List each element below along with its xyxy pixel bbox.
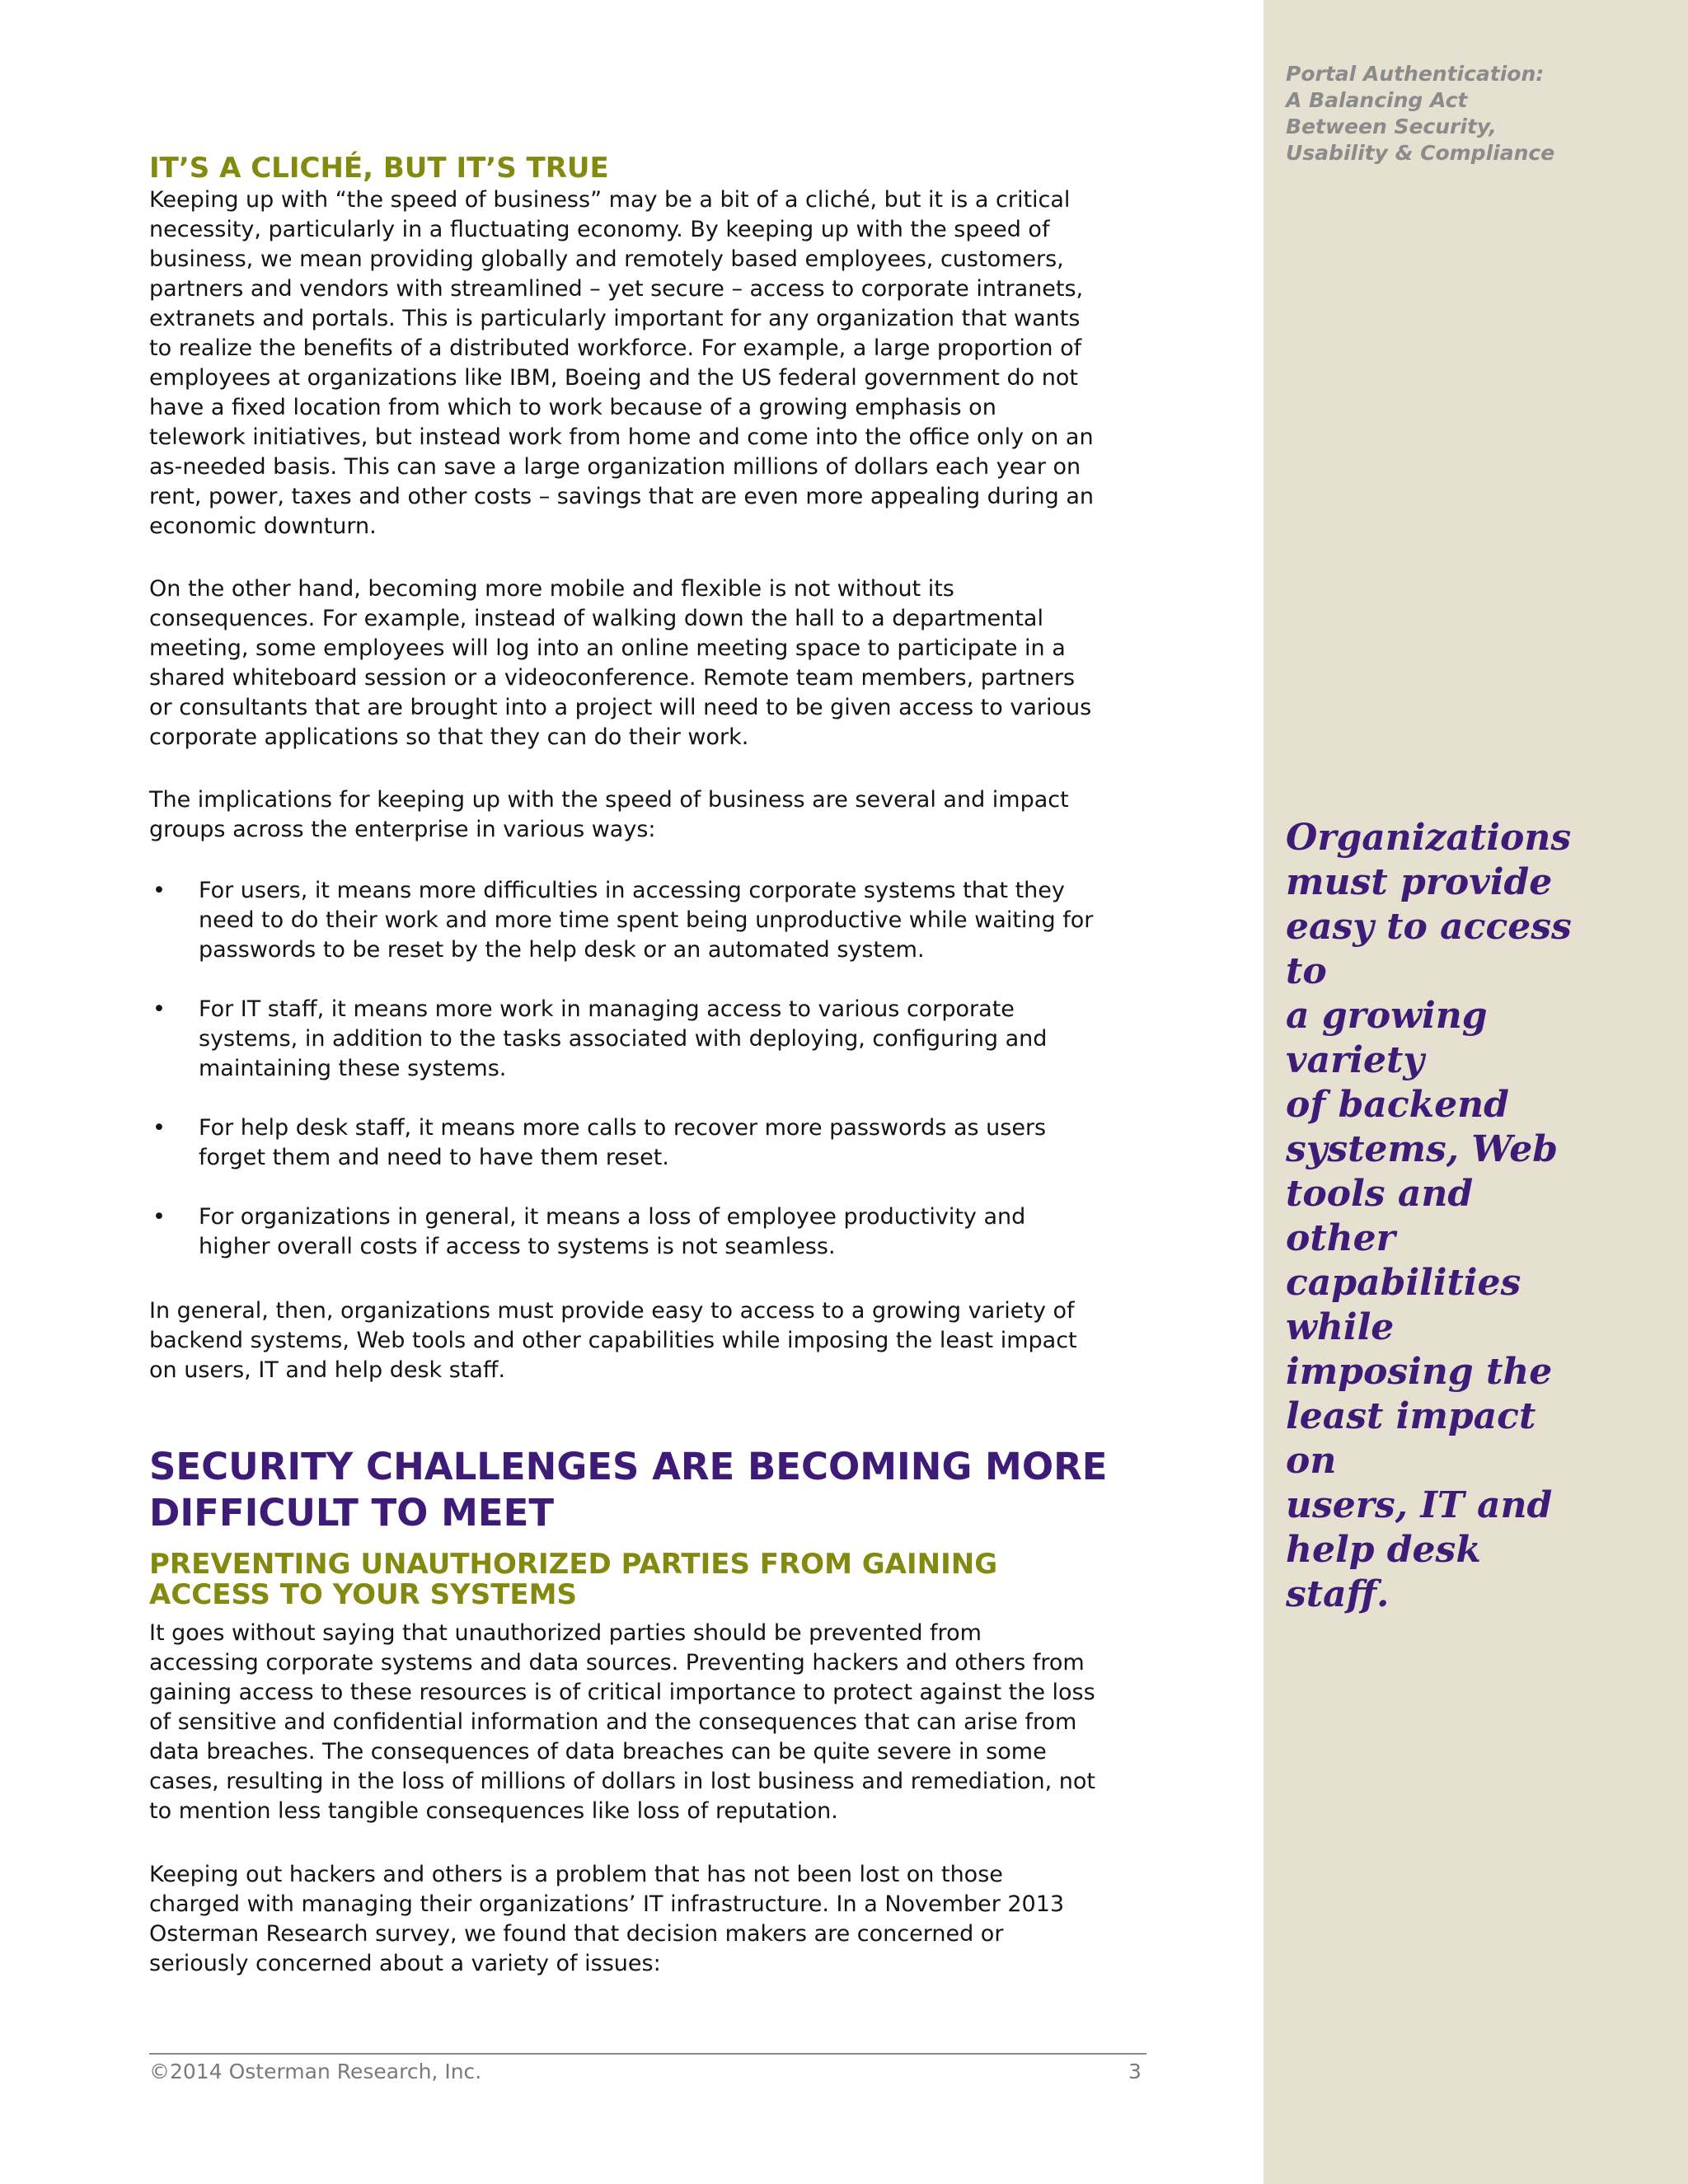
list-item bbox=[149, 995, 1097, 1084]
sidebar bbox=[1264, 0, 1688, 2184]
list-item bbox=[149, 876, 1097, 965]
paragraph-implications: The implications for keeping up with the speed of business are several and impact groups across the enterprise in various ways: bbox=[149, 787, 1069, 842]
section-heading-security-challenges: SECURITY CHALLENGES ARE BECOMING MORE DIFFICULT TO MEET bbox=[149, 1445, 1108, 1535]
paragraph-mobility-consequences: On the other hand, becoming more mobile and flexible is not without its consequences. For example, instead of walking down the hall to a departmental meeting, some employees will log into an online meeting space to participate in a shared whiteboard session or a videoconference. Remote team members, partners or consultants that are brought into a project will need to be given access to various corporate applications so that they can do their work. bbox=[149, 576, 1092, 750]
pull-quote: Organizations must provide easy to access to a growing variety of backend systems, Web tools and other capabilities while imposing the least impact on users, IT and help desk staff. bbox=[1286, 817, 1572, 1615]
bullet-icon: • bbox=[152, 996, 166, 1022]
paragraph-speed-of-business: Keeping up with “the speed of business” may be a bit of a cliché, but it is a critical necessity, particularly in a fluctuating economy. By keeping up with the speed of business, we mean providing globally and remotely based employees, customers, partners and vendors with streamlined – yet secure – access to corporate intranets, extranets and portals. This is particularly important for any organization that wants to realize the benefits of a distributed workforce. For example, a large proportion of employees at organizations like IBM, Boeing and the US federal government do not have a fixed location from which to work because of a growing emphasis on telework initiatives, but instead work from home and come into the office only on an as-needed basis. This can save a large organization millions of dollars each year on rent, power, taxes and other costs – savings that are even more appealing during an economic downturn. bbox=[149, 187, 1095, 539]
list-item-text: For organizations in general, it means a loss of employee productivity and higher overall costs if access to systems is not seamless. bbox=[199, 1204, 1026, 1259]
page-number: 3 bbox=[1128, 2060, 1142, 2083]
list-item-text: For users, it means more difficulties in accessing corporate systems that they need to do their work and more time spent being unproductive while waiting for passwords to be reset by the help desk or an automated system. bbox=[199, 878, 1094, 963]
bullet-icon: • bbox=[152, 1204, 166, 1230]
implications-list bbox=[149, 876, 1097, 1291]
footer-divider bbox=[149, 2053, 1146, 2055]
paragraph-unauthorized-parties: It goes without saying that unauthorized parties should be prevented from accessing corporate systems and data sources. Preventing hackers and others from gaining access to these resources is of critical importance to protect against the loss of sensitive and confidential information and the consequences that can arise from data breaches. The consequences of data breaches can be quite severe in some cases, resulting in the loss of millions of dollars in lost business and remediation, not to mention less tangible consequences like loss of reputation. bbox=[149, 1620, 1096, 1824]
list-item bbox=[149, 1113, 1097, 1173]
footer-copyright: ©2014 Osterman Research, Inc. bbox=[149, 2060, 482, 2083]
list-item-text: For help desk staff, it means more calls to recover more passwords as users forget them and need to have them reset. bbox=[199, 1115, 1047, 1170]
list-item-text: For IT staff, it means more work in managing access to various corporate systems, in addition to the tasks associated with deploying, configuring and maintaining these systems. bbox=[199, 996, 1048, 1081]
list-item bbox=[149, 1202, 1097, 1262]
bullet-icon: • bbox=[152, 878, 166, 903]
paragraph-survey: Keeping out hackers and others is a problem that has not been lost on those charged with managing their organizations’ IT infrastructure. In a November 2013 Osterman Research survey, we found that decision makers are concerned or seriously concerned about a variety of issues: bbox=[149, 1862, 1065, 1976]
bullet-icon: • bbox=[152, 1115, 166, 1141]
document-title: Portal Authentication: A Balancing Act Between Security, Usability & Compliance bbox=[1286, 62, 1555, 165]
paragraph-summary: In general, then, organizations must provide easy to access to a growing variety of backend systems, Web tools and other capabilities while imposing the least impact on users, IT and help desk staff. bbox=[149, 1298, 1077, 1383]
subsection-heading-unauthorized: PREVENTING UNAUTHORIZED PARTIES FROM GAINING ACCESS TO YOUR SYSTEMS bbox=[149, 1548, 998, 1611]
section-heading-cliche: IT’S A CLICHÉ, BUT IT’S TRUE bbox=[149, 152, 609, 185]
